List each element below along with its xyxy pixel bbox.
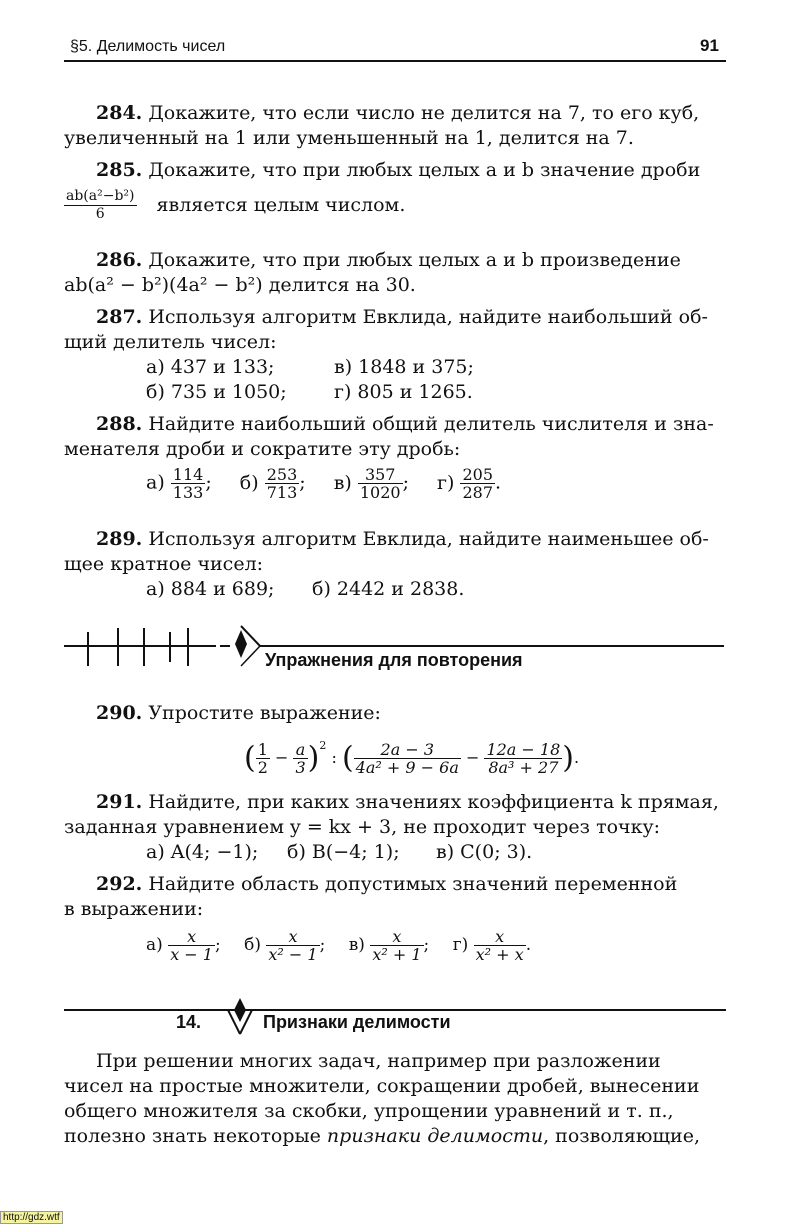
watermark-link[interactable]: http://gdz.wtf: [0, 1211, 63, 1224]
problem-text: Найдите область допустимых значений переменной: [142, 873, 678, 895]
body-line: полезно знать некоторые признаки делимости, позволяющие,: [64, 1125, 700, 1147]
problem-289: [96, 527, 709, 551]
problem-number: 290.: [96, 702, 143, 724]
option-a: а) 437 и 133;: [146, 356, 275, 378]
problem-text: Докажите, что при любых целых a и b значение дроби: [142, 159, 701, 181]
problem-number: 286.: [96, 249, 143, 271]
fraction: $\frac{a}{3}$: [295, 740, 306, 777]
problem-number: 292.: [96, 873, 143, 895]
problem-290-expression: ( $\frac{1}{2}$ − $\frac{a}{3}$ )$^2$ : ( $\frac{2a - 3}{\text{4a² + 9 − 6a}}$ − $\frac{12a - 18}{\text{8a³ + 27}}$ ).: [244, 739, 580, 777]
problem-number: 284.: [96, 102, 143, 124]
option-b: б) 2442 и 2838.: [312, 578, 465, 600]
section-number: 14.: [176, 1012, 202, 1032]
option-label: г): [437, 471, 455, 494]
fraction: $\frac{205}{287}$: [462, 465, 493, 502]
option-label: а): [146, 471, 165, 494]
problem-number: 285.: [96, 159, 143, 181]
body-line: чисел на простые множители, сокращении дробей, вынесении: [64, 1075, 700, 1097]
problem-292: [96, 872, 677, 896]
section-title: Признаки делимости: [263, 1012, 451, 1032]
problem-291-cont: заданная уравнением y = kx + 3, не проходит через точку:: [64, 816, 661, 838]
option-b: б) B(−4; 1);: [287, 841, 400, 863]
option-a: а) 884 и 689;: [146, 578, 275, 600]
fraction: $\frac{1}{2}$: [257, 740, 268, 777]
fraction: $\frac{253}{713}$: [266, 465, 298, 502]
problem-text: Докажите, что при любых целых a и b произведение: [142, 249, 681, 271]
problem-287: [96, 305, 708, 329]
fraction: $\frac{357}{1020}$: [359, 465, 401, 502]
option-b: б) 735 и 1050;: [146, 381, 287, 403]
problem-text: Используя алгоритм Евклида, найдите наибольший об-: [142, 306, 708, 328]
problem-number: 289.: [96, 528, 143, 550]
problem-290: [96, 701, 381, 725]
option-c: в) 1848 и 375;: [334, 356, 474, 378]
problem-285-fraction-line: [64, 188, 405, 223]
option-label: а): [146, 935, 163, 955]
problem-284-cont: увеличенный на 1 или уменьшенный на 1, делится на 7.: [64, 127, 634, 149]
problem-number: 287.: [96, 306, 143, 328]
fraction: $\frac{12a - 18}{\text{8a³ + 27}}$: [486, 740, 561, 777]
option-label: в): [348, 935, 365, 955]
section-title: Упражнения для повторения: [265, 650, 523, 670]
problem-289-cont: щее кратное чисел:: [64, 553, 264, 575]
problem-text: Докажите, что если число не делится на 7, то его куб,: [142, 102, 700, 124]
page-number: 91: [700, 36, 719, 55]
problem-287-cont: щий делитель чисел:: [64, 331, 277, 353]
option-a: а) A(4; −1);: [146, 841, 259, 863]
fraction: $\frac{2a - 3}{\text{4a² + 9 − 6a}}$: [355, 740, 459, 777]
fraction: $\frac{x}{\text{x² + 1}}$: [372, 927, 422, 964]
problem-number: 288.: [96, 413, 143, 435]
option-label: б): [239, 471, 259, 494]
option-label: г): [452, 935, 469, 955]
fraction: $\frac{x}{\text{x² − 1}}$: [268, 927, 318, 964]
fraction: $\frac{114}{133}$: [172, 465, 204, 502]
body-line: При решении многих задач, например при разложении: [96, 1050, 661, 1072]
problem-292-cont: в выражении:: [64, 898, 204, 920]
problem-284: [96, 101, 699, 125]
problem-text: является целым числом.: [156, 193, 406, 216]
fraction: $\frac{x}{x - 1}$: [170, 927, 213, 964]
option-d: г) 805 и 1265.: [334, 381, 473, 403]
problem-text: Используя алгоритм Евклида, найдите наименьшее об-: [142, 528, 709, 550]
problem-286-cont: ab(a² − b²)(4a² − b²) делится на 30.: [64, 274, 416, 296]
problem-288-cont: менателя дроби и сократите эту дробь:: [64, 438, 461, 460]
option-label: б): [244, 935, 261, 955]
emphasis: признаки делимости: [326, 1125, 544, 1147]
header-rule: [64, 60, 726, 62]
problem-285: [96, 158, 700, 182]
running-header: §5. Делимость чисел: [70, 38, 226, 55]
option-c: в) C(0; 3).: [436, 841, 533, 863]
problem-288: [96, 412, 714, 436]
problem-286: [96, 248, 681, 272]
problem-text: Найдите наибольший общий делитель числителя и зна-: [142, 413, 714, 435]
problem-288-fractions: а) $\frac{114}{133}$ ; б) $\frac{253}{713}$ ; в) $\frac{357}{1020}$ ; г) $\frac{205}{287}$ .: [146, 465, 502, 502]
fraction: $\frac{\text{ab(a²−b²)}}{6}$: [66, 188, 135, 222]
problem-text: Упростите выражение:: [142, 702, 381, 724]
body-line: общего множителя за скобки, упрощении уравнений и т. п.,: [64, 1100, 674, 1122]
option-label: в): [333, 471, 352, 494]
problem-number: 291.: [96, 791, 143, 813]
fraction: $\frac{x}{\text{x² + x}}$: [475, 927, 524, 964]
problem-291: [96, 790, 719, 814]
problem-292-fractions: а) $\frac{x}{x - 1}$ ; б) $\frac{x}{\text{x² − 1}}$ ; в) $\frac{x}{\text{x² + 1}}$ ; г) $\frac{x}{\text{x² + x}}$ .: [146, 927, 532, 964]
problem-text: Найдите, при каких значениях коэффициента k прямая,: [142, 791, 719, 813]
